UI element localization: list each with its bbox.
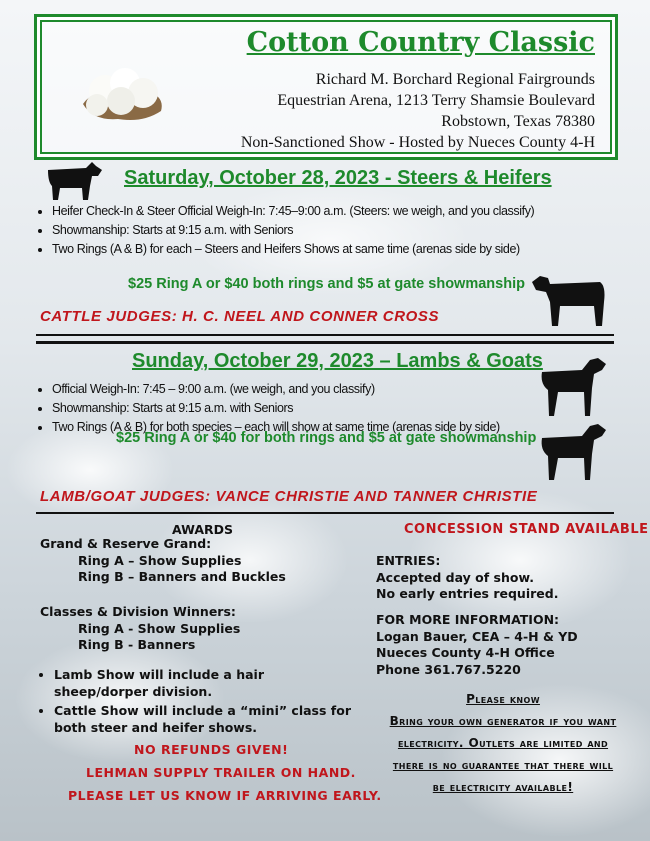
saturday-price: $25 Ring A or $40 both rings and $5 at gate showmanship <box>128 276 525 292</box>
entries-heading: ENTRIES: <box>376 553 441 568</box>
sunday-price: $25 Ring A or $40 for both rings and $5 at gate showmanship <box>116 430 537 446</box>
grand-ring-b: Ring B – Banners and Buckles <box>78 569 286 584</box>
sunday-title: Sunday, October 29, 2023 – Lambs & Goats <box>132 350 543 372</box>
venue-line: Robstown, Texas 78380 <box>441 113 595 130</box>
grand-ring-a: Ring A – Show Supplies <box>78 552 242 568</box>
page-title: Cotton Country Classic <box>246 27 595 58</box>
classes-ring-a: Ring A - Show Supplies <box>78 620 241 636</box>
entries-line: No early entries required. <box>376 586 559 601</box>
contact-block <box>376 612 578 678</box>
lamb-silhouette-icon <box>538 420 608 482</box>
notice-line: be electricity available! <box>432 780 574 794</box>
list-item: • Cattle Show will include a “mini” class for both steer and heifer shows. <box>54 703 354 736</box>
contact-office: Nueces County 4-H Office <box>376 645 555 660</box>
trailer-notice: LEHMAN SUPPLY TRAILER ON HAND. <box>86 765 356 780</box>
entries-block <box>376 553 558 603</box>
notice-line: there is no guarantee that there will <box>392 758 614 772</box>
awards-heading: AWARDS <box>172 522 234 537</box>
contact-name: Logan Bauer, CEA – 4-H & YD <box>376 628 578 644</box>
please-know-heading: Please know <box>466 692 540 706</box>
divider <box>36 334 614 336</box>
classes-ring-b: Ring B - Banners <box>78 637 196 652</box>
heifer-silhouette-icon <box>530 272 608 328</box>
concession-notice: CONCESSION STAND AVAILABLE <box>404 522 649 537</box>
notice-line: electricity. Outlets are limited and <box>397 736 609 750</box>
list-item: • Official Weigh-In: 7:45 – 9:00 a.m. (we weigh, and you classify) <box>52 382 500 396</box>
list-item: • Two Rings (A & B) for both species – each will show at same time (arenas side by side) <box>52 420 500 434</box>
no-refunds: NO REFUNDS GIVEN! <box>134 742 289 757</box>
grand-awards <box>40 536 286 586</box>
arrival-notice: PLEASE LET US KNOW IF ARRIVING EARLY. <box>68 788 382 803</box>
list-item: • Two Rings (A & B) for each – Steers and Heifers Shows at same time (arenas side by side) <box>52 242 534 256</box>
venue-line: Equestrian Arena, 1213 Terry Shamsie Boulevard <box>277 92 595 109</box>
generator-notice <box>383 688 623 798</box>
venue-line: Non-Sanctioned Show - Hosted by Nueces County 4-H <box>240 134 595 151</box>
list-item: • Lamb Show will include a hair sheep/dorper division. <box>54 667 354 700</box>
venue-info <box>241 69 595 153</box>
entries-line: Accepted day of show. <box>376 569 534 585</box>
goat-silhouette-icon <box>538 356 608 418</box>
notice-line: Bring your own generator if you want <box>389 714 617 728</box>
saturday-title: Saturday, October 28, 2023 - Steers & Heifers <box>124 167 552 189</box>
divider <box>36 341 614 344</box>
contact-phone: Phone 361.767.5220 <box>376 661 521 677</box>
cotton-boll-image <box>73 49 173 129</box>
divider <box>36 512 614 514</box>
class-awards <box>40 604 240 654</box>
saturday-list <box>36 204 534 261</box>
steer-silhouette-icon <box>46 160 104 202</box>
cattle-judges: CATTLE JUDGES: H. C. NEEL AND CONNER CROSS <box>40 308 440 325</box>
grand-heading: Grand & Reserve Grand: <box>40 536 212 551</box>
header-box <box>34 14 618 160</box>
list-item: • Showmanship: Starts at 9:15 a.m. with Seniors <box>52 401 500 415</box>
list-item: • Showmanship: Starts at 9:15 a.m. with Seniors <box>52 223 534 237</box>
classes-heading: Classes & Division Winners: <box>40 604 236 619</box>
lamb-goat-judges: LAMB/GOAT JUDGES: VANCE CHRISTIE AND TANNER CHRISTIE <box>40 488 538 505</box>
awards-notes <box>40 667 354 739</box>
contact-heading: FOR MORE INFORMATION: <box>376 612 560 627</box>
list-item: • Heifer Check-In & Steer Official Weigh-In: 7:45–9:00 a.m. (Steers: we weigh, and you classify) <box>52 204 534 218</box>
venue-line: Richard M. Borchard Regional Fairgrounds <box>315 71 595 88</box>
